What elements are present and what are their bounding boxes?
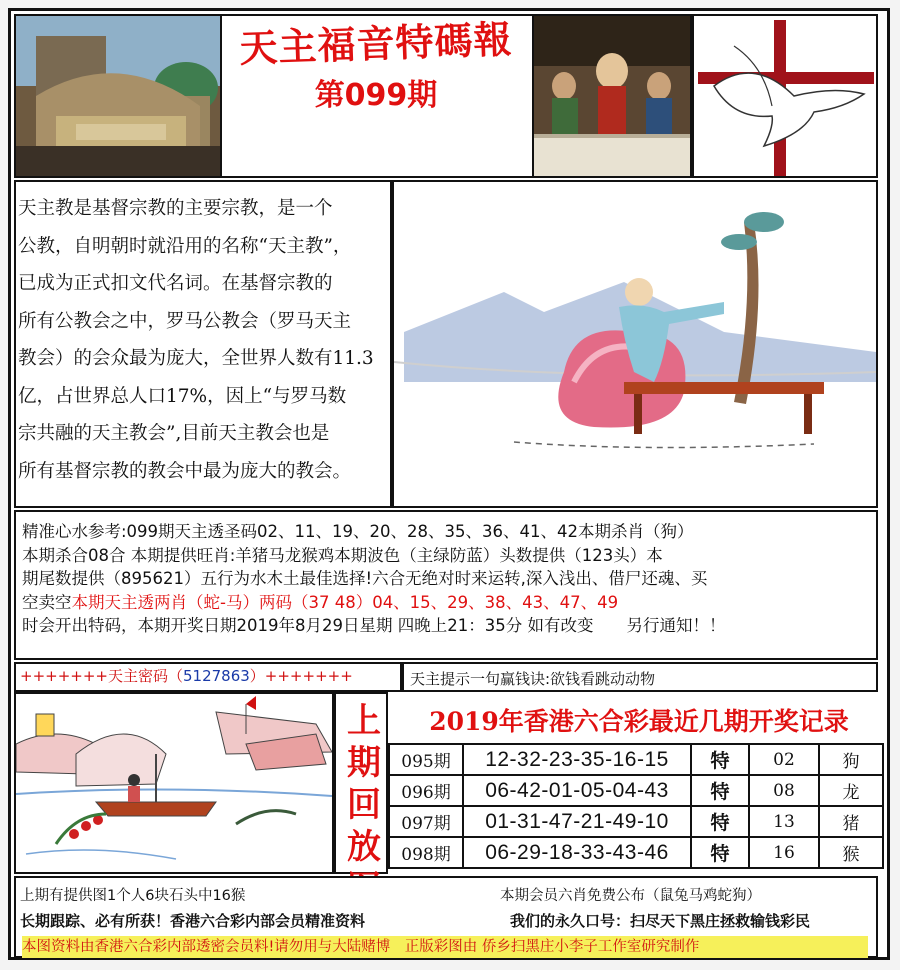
records-table: [388, 743, 884, 869]
info-line-4: [22, 591, 880, 615]
te-cell: 特: [691, 744, 749, 775]
password-suffix: ）+++++++: [249, 667, 353, 685]
te-cell: 特: [691, 837, 749, 868]
numbers-cell: 12-32-23-35-16-15: [463, 744, 691, 775]
special-cell: 13: [749, 806, 819, 837]
catholic-intro-text: 天主教是基督宗教的主要宗教，是一个 公教，自明朝时就沿用的名称“天主教”， 已成为正式扣文代名词。在基督宗教的 所有公教会之中，罗马公教会（罗马天主 教会）的会众最为庞大，全世界人数有11.3 亿，占世界总人口17%，因上“与罗马数 宗共融的天主教会”,目前天主教会也是 所有基督宗教的教会中最为庞大的教会。: [18, 198, 374, 482]
table-row: [389, 775, 883, 806]
painting-panel: [392, 180, 878, 508]
title-block: [222, 14, 530, 118]
issue-number: 第099期: [314, 78, 438, 113]
replay-char-1: 上: [347, 701, 381, 741]
password-code: 5127863: [182, 667, 250, 685]
records-title: 2019年香港六合彩最近几期开奖记录: [429, 707, 849, 736]
last-supper-image: [532, 14, 692, 178]
special-cell: 08: [749, 775, 819, 806]
footer-banner: 本图资料由香港六合彩内部透密会员料!请勿用与大陆赌博 正版彩图由 侨乡扫黑庄小李子工作室研究制作: [22, 936, 868, 958]
password-line: [20, 665, 353, 686]
zodiac-cell: 猴: [819, 837, 883, 868]
info-line-2: 本期杀合08合 本期提供旺肖:羊猪马龙猴鸡本期波色（主绿防蓝）头数提供（123头）本: [22, 545, 663, 565]
issue-cell: 098期: [389, 837, 463, 868]
te-cell: 特: [691, 775, 749, 806]
special-cell: 16: [749, 837, 819, 868]
numbers-cell: 01-31-47-21-49-10: [463, 806, 691, 837]
footer-member-zodiacs: 本期会员六肖免费公布（鼠兔马鸡蛇狗）: [500, 888, 761, 904]
info-line-5: 时会开出特码，本期开奖日期2019年8月29日星期 四晚上21：35分 如有改变 另行通知！！: [22, 616, 726, 635]
cross-dove-image: [692, 14, 878, 178]
issue-cell: 095期: [389, 744, 463, 775]
zodiac-cell: 龙: [819, 775, 883, 806]
issue-cell: 096期: [389, 775, 463, 806]
numbers-cell: 06-42-01-05-04-43: [463, 775, 691, 806]
info-line-4-black: 空卖空: [22, 592, 72, 612]
info-line-4-red: 本期天主透两肖（蛇-马）两码（37 48）04、15、29、38、43、47、49: [71, 592, 619, 612]
te-cell: 特: [691, 806, 749, 837]
numbers-cell: 06-29-18-33-43-46: [463, 837, 691, 868]
replay-char-3: 回: [347, 785, 381, 825]
table-row: [389, 806, 883, 837]
issue-cell: 097期: [389, 806, 463, 837]
special-cell: 02: [749, 744, 819, 775]
footer-last-issue-note: 上期有提供图1个人6块石头中16猴: [20, 888, 246, 904]
tip-text: 天主提示一句赢钱诀:欲钱看跳动动物: [410, 670, 656, 688]
prediction-info: [22, 520, 880, 638]
replay-char-4: 放: [347, 827, 381, 867]
zodiac-cell: 狗: [819, 744, 883, 775]
footer-tracking-slogan: 长期跟踪、必有所获！香港六合彩内部会员精准资料: [20, 912, 366, 930]
replay-char-2: 期: [347, 743, 381, 783]
table-row: [389, 837, 883, 868]
password-prefix: +++++++天主密码（: [20, 667, 183, 685]
table-row: [389, 744, 883, 775]
info-line-1: 精准心水参考:099期天主透圣码02、11、19、20、28、35、36、41、42本期杀肖（狗）: [22, 522, 694, 541]
replay-illustration: [14, 692, 334, 874]
info-line-3: 期尾数提供（895621）五行为水木土最佳选择!六合无绝对时来运转,深入浅出、借尸还魂、买: [22, 569, 708, 588]
zodiac-cell: 猪: [819, 806, 883, 837]
footer-motto: 我们的永久口号：扫尽天下黑庄拯救输钱彩民: [510, 912, 811, 930]
newspaper-title: 天主福音特碼報: [238, 17, 514, 71]
cathedral-image: [14, 14, 222, 178]
